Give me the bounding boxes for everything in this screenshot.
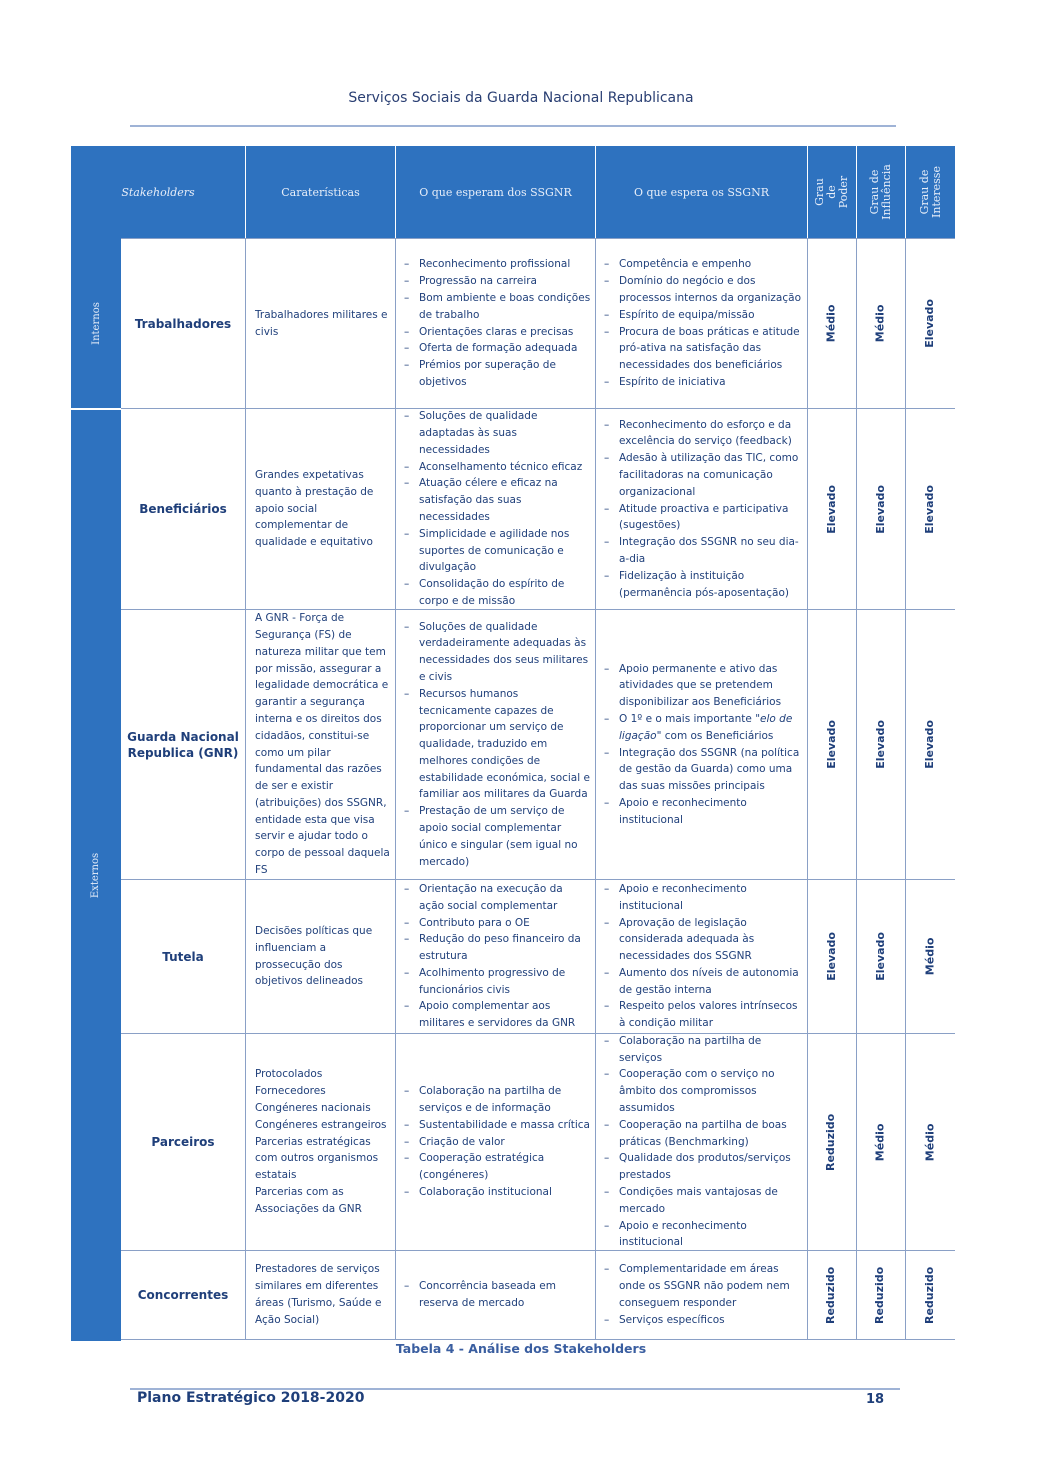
- footer-plan-title: Plano Estratégico 2018-2020: [137, 1390, 365, 1406]
- list-item: – Orientação na execução da ação social complementar: [404, 881, 591, 915]
- list-item: – Reconhecimento profissional: [404, 256, 591, 273]
- table-caption: Tabela 4 - Análise dos Stakeholders: [395, 1341, 647, 1356]
- grau-poder: Reduzido: [808, 1251, 857, 1339]
- list-item: – Redução do peso financeiro da estrutura: [404, 931, 591, 965]
- grau-interesse: Elevado: [923, 720, 937, 769]
- espera-cell: [596, 1034, 808, 1250]
- group-externos: Externos: [71, 409, 121, 1341]
- list-item: – Aumento dos níveis de autonomia de gestão interna: [604, 965, 803, 999]
- table-row: [121, 879, 955, 1033]
- esperam-cell: [396, 1034, 596, 1250]
- caracteristicas-cell: Protocolados Fornecedores Congéneres nacionais Congéneres estrangeiros Parcerias estratégicas com outros organismos estatais Parcerias com as Associações da GNR: [246, 1034, 396, 1250]
- list-item: – Consolidação do espírito de corpo e de missão: [404, 576, 591, 610]
- esperam-cell: [396, 239, 596, 408]
- stakeholder-name: Trabalhadores: [121, 239, 246, 408]
- list-item: – Reconhecimento do esforço e da excelência do serviço (feedback): [604, 417, 803, 451]
- list-item: – Respeito pelos valores intrínsecos à condição militar: [604, 998, 803, 1032]
- list-item: – Competência e empenho: [604, 256, 803, 273]
- esperam-cell: [396, 610, 596, 879]
- list-item: – Serviços específicos: [604, 1312, 803, 1329]
- stakeholder-name: Beneficiários: [121, 409, 246, 609]
- list-item: – Atuação célere e eficaz na satisfação das suas necessidades: [404, 475, 591, 525]
- header-divider: [130, 125, 896, 127]
- stakeholders-table: [71, 146, 955, 1340]
- list-item: – Apoio permanente e ativo das atividades que se pretendem disponibilizar aos Beneficiários: [604, 661, 803, 711]
- stakeholder-name: Tutela: [121, 880, 246, 1033]
- grau-influencia: Elevado: [857, 880, 906, 1033]
- espera-cell: [596, 239, 808, 408]
- list-item: – Condições mais vantajosas de mercado: [604, 1184, 803, 1218]
- grau-influencia: Médio: [857, 239, 906, 408]
- list-item: – Aprovação de legislação considerada adequada às necessidades dos SSGNR: [604, 915, 803, 965]
- group-internos: Internos: [71, 238, 121, 408]
- page-header-title: Serviços Sociais da Guarda Nacional Republicana: [348, 90, 694, 106]
- list-item: – Procura de boas práticas e atitude pró-ativa na satisfação das necessidades dos beneficiários: [604, 324, 803, 374]
- grau-interesse: Elevado: [923, 484, 937, 534]
- espera-cell: [596, 880, 808, 1033]
- list-item: – Cooperação estratégica (congéneres): [404, 1150, 591, 1184]
- list-item: – O 1º e o mais importante "elo de ligação" com os Beneficiários: [604, 711, 803, 745]
- list-item: – Colaboração institucional: [404, 1184, 591, 1201]
- grau-influencia: Reduzido: [857, 1251, 906, 1339]
- caracteristicas-cell: Trabalhadores militares e civis: [246, 239, 396, 408]
- grau-interesse: Reduzido: [923, 1266, 937, 1324]
- list-item: – Cooperação na partilha de boas práticas (Benchmarking): [604, 1117, 803, 1151]
- list-item: – Criação de valor: [404, 1134, 591, 1151]
- esperam-cell: [396, 880, 596, 1033]
- espera-cell: [596, 409, 808, 609]
- list-item: – Domínio do negócio e dos processos internos da organização: [604, 273, 803, 307]
- table-row: [121, 238, 955, 408]
- table-row: [121, 408, 955, 609]
- caracteristicas-cell: Grandes expetativas quanto à prestação de apoio social complementar de qualidade e equitativo: [246, 409, 396, 609]
- list-item: – Progressão na carreira: [404, 273, 591, 290]
- list-item: – Apoio e reconhecimento institucional: [604, 795, 803, 829]
- page-number: 18: [866, 1392, 885, 1407]
- grau-poder: Médio: [808, 239, 857, 408]
- grau-poder: Elevado: [808, 409, 857, 609]
- grau-poder: Elevado: [808, 880, 857, 1033]
- list-item: – Complementaridade em áreas onde os SSGNR não podem nem conseguem responder: [604, 1261, 803, 1311]
- list-item: – Cooperação com o serviço no âmbito dos compromissos assumidos: [604, 1066, 803, 1116]
- list-item: – Integração dos SSGNR (na política de gestão da Guarda) como uma das suas missões principais: [604, 745, 803, 795]
- list-item: – Prestação de um serviço de apoio social complementar único e singular (sem igual no mercado): [404, 803, 591, 870]
- list-item: – Fidelização à instituição (permanência pós-aposentação): [604, 568, 803, 602]
- stakeholder-name: Guarda Nacional Republica (GNR): [121, 610, 246, 879]
- caracteristicas-cell: A GNR - Força de Segurança (FS) de natureza militar que tem por missão, assegurar a legalidade democrática e garantir a segurança interna e os direitos dos cidadãos, constitui-se como um pilar fundamental das razões de ser e existir (atribuições) dos SSGNR, entidade esta que visa servir e ajudar todo o corpo de pessoal daquela FS: [246, 610, 396, 879]
- list-item: – Recursos humanos tecnicamente capazes de proporcionar um serviço de qualidade, traduzido em melhores condições de estabilidade económica, social e familiar aos militares da Guarda: [404, 686, 591, 804]
- list-item: – Integração dos SSGNR no seu dia-a-dia: [604, 534, 803, 568]
- list-item: – Atitude proactiva e participativa (sugestões): [604, 501, 803, 535]
- stakeholder-name: Concorrentes: [121, 1251, 246, 1339]
- grau-influencia: Elevado: [857, 409, 906, 609]
- col-poder: Grau de Poder: [808, 146, 857, 238]
- col-esperam: O que esperam dos SSGNR: [396, 146, 596, 238]
- list-item: – Colaboração na partilha de serviços e de informação: [404, 1083, 591, 1117]
- list-item: – Concorrência baseada em reserva de mercado: [404, 1278, 591, 1312]
- list-item: – Qualidade dos produtos/serviços prestados: [604, 1150, 803, 1184]
- table-row: [121, 1033, 955, 1250]
- list-item: – Apoio complementar aos militares e servidores da GNR: [404, 998, 591, 1032]
- esperam-cell: [396, 1251, 596, 1339]
- caracteristicas-cell: Decisões políticas que influenciam a prossecução dos objetivos delineados: [246, 880, 396, 1033]
- grau-poder: Elevado: [808, 610, 857, 879]
- col-interesse: Grau de Interesse: [917, 166, 943, 218]
- list-item: – Simplicidade e agilidade nos suportes de comunicação e divulgação: [404, 526, 591, 576]
- table-row: [121, 609, 955, 879]
- caracteristicas-cell: Prestadores de serviços similares em diferentes áreas (Turismo, Saúde e Ação Social): [246, 1251, 396, 1339]
- list-item: – Bom ambiente e boas condições de trabalho: [404, 290, 591, 324]
- grau-poder: Reduzido: [808, 1034, 857, 1250]
- list-item: – Orientações claras e precisas: [404, 324, 591, 341]
- table-row: [121, 1250, 955, 1340]
- table-header: [71, 146, 955, 238]
- grau-interesse: Médio: [923, 937, 937, 976]
- list-item: – Espírito de iniciativa: [604, 374, 803, 391]
- col-influencia: Grau de Influência: [857, 146, 906, 238]
- list-item: – Colaboração na partilha de serviços: [604, 1033, 803, 1067]
- list-item: – Apoio e reconhecimento institucional: [604, 881, 803, 915]
- grau-interesse: Elevado: [923, 299, 937, 348]
- espera-cell: [596, 1251, 808, 1339]
- grau-influencia: Médio: [857, 1034, 906, 1250]
- list-item: – Contributo para o OE: [404, 915, 591, 932]
- list-item: – Aconselhamento técnico eficaz: [404, 459, 591, 476]
- list-item: – Adesão à utilização das TIC, como facilitadoras na comunicação organizacional: [604, 450, 803, 500]
- grau-influencia: Elevado: [857, 610, 906, 879]
- list-item: – Soluções de qualidade verdadeiramente adequadas às necessidades dos seus militares e civis: [404, 619, 591, 686]
- list-item: – Espírito de equipa/missão: [604, 307, 803, 324]
- col-caracteristicas: Caraterísticas: [246, 146, 396, 238]
- list-item: – Oferta de formação adequada: [404, 340, 591, 357]
- list-item: – Sustentabilidade e massa crítica: [404, 1117, 591, 1134]
- list-item: – Acolhimento progressivo de funcionários civis: [404, 965, 591, 999]
- esperam-cell: [396, 409, 596, 609]
- espera-cell: [596, 610, 808, 879]
- list-item: – Prémios por superação de objetivos: [404, 357, 591, 391]
- col-espera: O que espera os SSGNR: [596, 146, 808, 238]
- list-item: – Soluções de qualidade adaptadas às suas necessidades: [404, 408, 591, 458]
- list-item: – Apoio e reconhecimento institucional: [604, 1218, 803, 1252]
- grau-interesse: Médio: [923, 1123, 937, 1161]
- stakeholder-name: Parceiros: [121, 1034, 246, 1250]
- col-stakeholders: Stakeholders: [71, 146, 246, 238]
